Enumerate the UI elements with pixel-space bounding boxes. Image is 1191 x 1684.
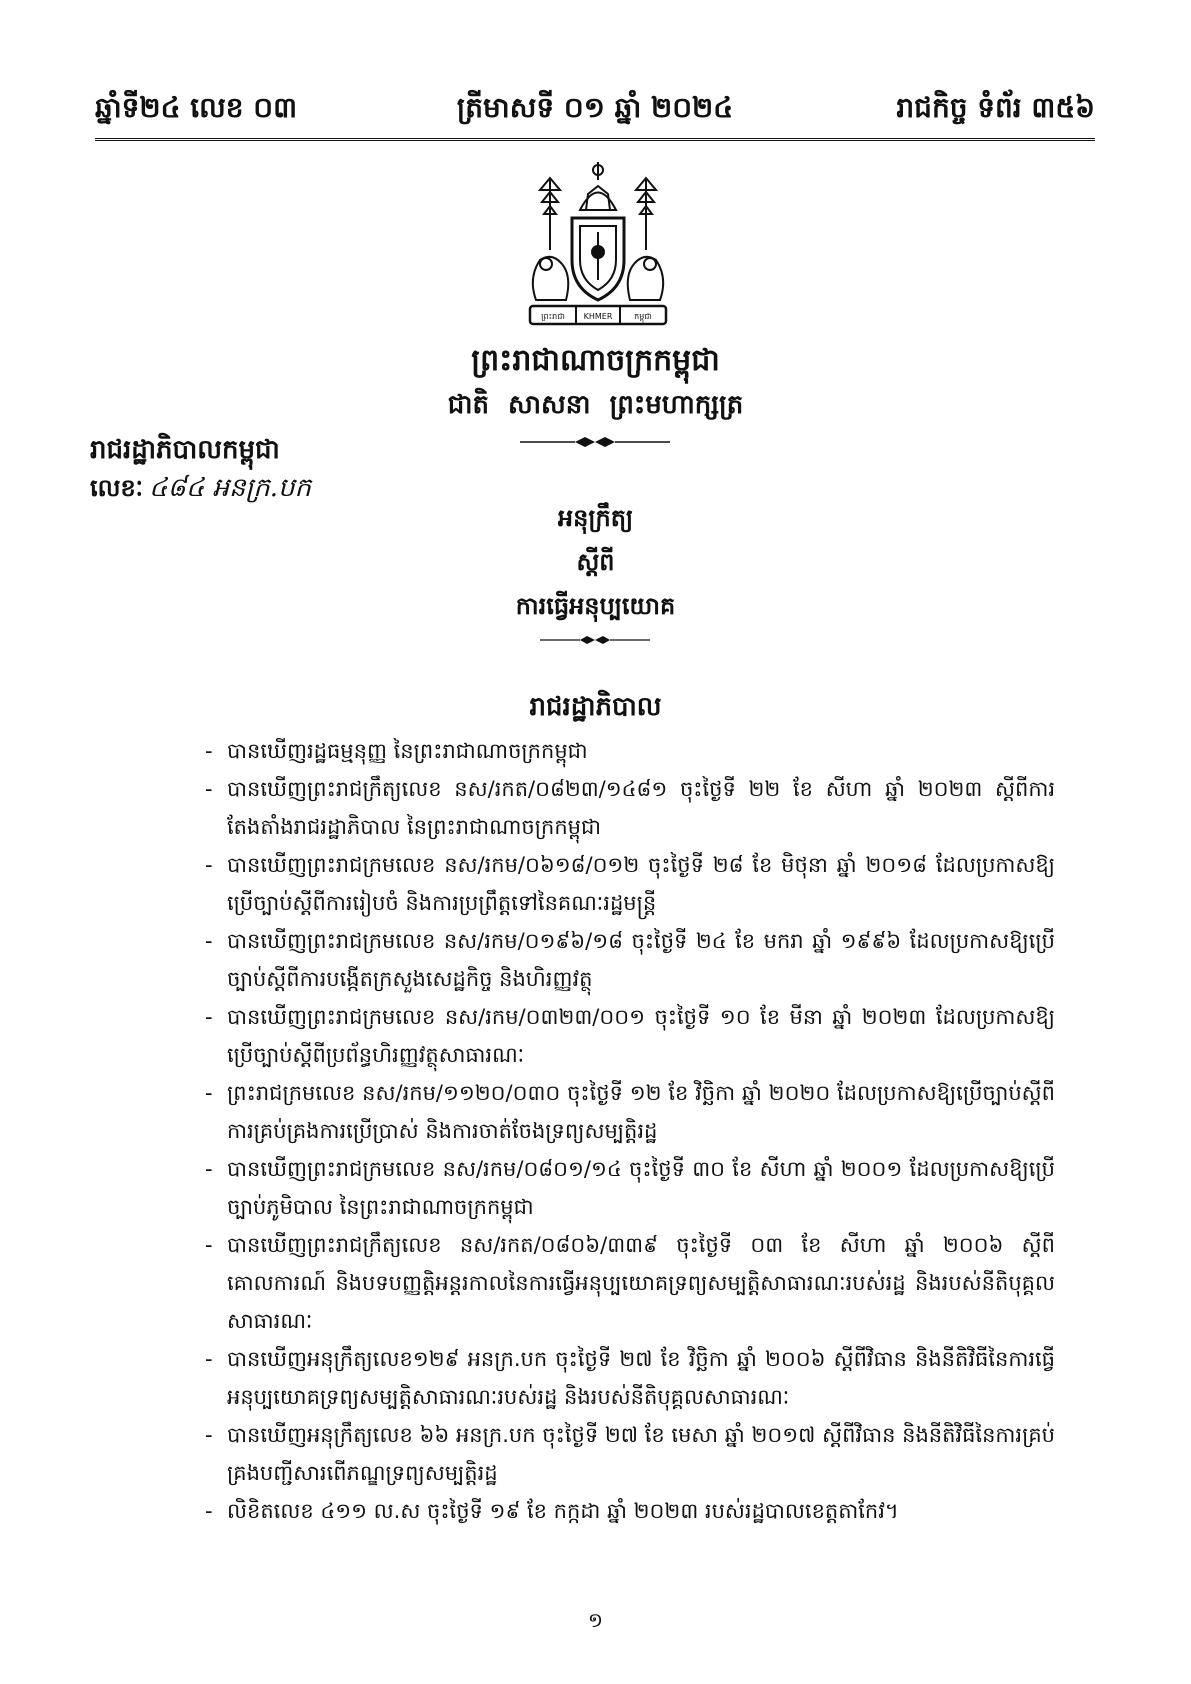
clause-marker: - xyxy=(205,1347,213,1371)
list-item xyxy=(205,1492,1055,1530)
clause-marker: - xyxy=(205,1005,213,1029)
clause-marker: - xyxy=(205,1157,213,1181)
emblem-banner-right: កម្ពុជា xyxy=(634,312,652,321)
gazette-volume: ឆ្នាំទី២៤ លេខ ០៣ xyxy=(95,91,298,124)
list-item xyxy=(205,1074,1055,1150)
clause-text: បានឃើញអនុក្រឹត្យលេខ១២៩ អនក្រ.បក ចុះថ្ងៃទី ២៧ ខែ វិច្ឆិកា ឆ្នាំ ២០០៦ ស្ដីពីវិធាន និងនីតិវិធីនៃការធ្វើអនុប្បយោគទ្រព្យសម្បត្តិសាធារណៈរបស់រដ្ឋ និងរបស់នីតិបុគ្គលសាធារណៈ xyxy=(227,1347,1055,1409)
clause-text: លិខិតលេខ ៤១១ ល.ស ចុះថ្ងៃទី ១៩ ខែ កក្កដា ឆ្នាំ ២០២៣ របស់រដ្ឋបាលខេត្តតាកែវ។ xyxy=(227,1499,899,1523)
clause-text: បានឃើញព្រះរាជក្រមលេខ នស/រកម/០១៩៦/១៨ ចុះថ្ងៃទី ២៤ ខែ មករា ឆ្នាំ ១៩៩៦ ដែលប្រកាសឱ្យប្រើច្បាប់ស្ដីពីការបង្កើតក្រសួងសេដ្ឋកិច្ច និងហិរញ្ញវត្ថុ xyxy=(227,929,1055,991)
ornament-divider-bottom xyxy=(540,634,650,646)
clause-text: បានឃើញព្រះរាជក្រមលេខ នស/រកម/០៦១៨/០១២ ចុះថ្ងៃទី ២៨ ខែ មិថុនា ឆ្នាំ ២០១៨ ដែលប្រកាសឱ្យប្រើច្បាប់ស្ដីពីការរៀបចំ និងការប្រព្រឹត្តទៅនៃគណៈរដ្ឋមន្ត្រី xyxy=(227,853,1055,915)
clause-text: ព្រះរាជក្រមលេខ នស/រកម/១១២០/០៣០ ចុះថ្ងៃទី ១២ ខែ វិច្ឆិកា ឆ្នាំ ២០២០ ដែលប្រកាសឱ្យប្រើច្បាប់ស្ដីពីការគ្រប់គ្រងការប្រើប្រាស់ និងការចាត់ចែងទ្រព្យសម្បត្តិរដ្ឋ xyxy=(227,1081,1055,1143)
gazette-quarter: ត្រីមាសទី ០១ ឆ្នាំ ២០២៤ xyxy=(456,91,734,124)
document-on: ស្ដីពី xyxy=(576,548,615,576)
clause-text: បានឃើញរដ្ឋធម្មនុញ្ញ នៃព្រះរាជាណាចក្រកម្ពុជា xyxy=(227,739,588,763)
national-motto: ជាតិ សាសនា ព្រះមហាក្សត្រ xyxy=(447,390,744,420)
kingdom-name: ព្រះរាជាណាចក្រកម្ពុជា xyxy=(471,343,720,378)
list-item xyxy=(205,770,1055,846)
clause-marker: - xyxy=(205,853,213,877)
issuing-government: រាជរដ្ឋាភិបាលកម្ពុជា xyxy=(90,435,280,465)
clause-marker: - xyxy=(205,739,213,763)
clause-marker: - xyxy=(205,1233,213,1257)
preamble-clauses xyxy=(205,732,1055,1530)
clause-marker: - xyxy=(205,1499,213,1523)
document-type: អនុក្រឹត្យ xyxy=(557,504,634,532)
list-item xyxy=(205,1340,1055,1416)
clause-marker: - xyxy=(205,929,213,953)
clause-text: បានឃើញអនុក្រឹត្យលេខ ៦៦ អនក្រ.បក ចុះថ្ងៃទី ២៧ ខែ មេសា ឆ្នាំ ២០១៧ ស្ដីពីវិធាន និងនីតិវិធីនៃការគ្រប់គ្រងបញ្ជីសារពើភណ្ឌទ្រព្យសម្បត្តិរដ្ឋ xyxy=(227,1423,1055,1485)
clause-text: បានឃើញព្រះរាជក្រឹត្យលេខ នស/រកត/០៨២៣/១៤៨១ ចុះថ្ងៃទី ២២ ខែ សីហា ឆ្នាំ ២០២៣ ស្ដីពីការតែងតាំងរាជរដ្ឋាភិបាល នៃព្រះរាជាណាចក្រកម្ពុជា xyxy=(227,777,1055,839)
clause-marker: - xyxy=(205,777,213,801)
royal-arms-of-cambodia-icon xyxy=(518,160,678,330)
list-item xyxy=(205,922,1055,998)
clause-text: បានឃើញព្រះរាជក្រមលេខ នស/រកម/០៨០១/១៤ ចុះថ្ងៃទី ៣០ ខែ សីហា ឆ្នាំ ២០០១ ដែលប្រកាសឱ្យប្រើច្បាប់ភូមិបាល នៃព្រះរាជាណាចក្រកម្ពុជា xyxy=(227,1157,1055,1219)
list-item xyxy=(205,998,1055,1074)
list-item xyxy=(205,1150,1055,1226)
gazette-page: រាជកិច្ច ទំព័រ ៣៥៦ xyxy=(896,91,1095,124)
emblem-banner-center: KHMER xyxy=(583,312,613,321)
header-rule xyxy=(95,138,1095,141)
list-item xyxy=(205,846,1055,922)
decree-number-label: លេខៈ xyxy=(90,474,144,502)
list-item xyxy=(205,1416,1055,1492)
page-number: ១ xyxy=(587,1608,604,1632)
clause-marker: - xyxy=(205,1081,213,1105)
emblem-banner-left: ព្រះរាជា xyxy=(541,312,565,321)
ornament-divider-top xyxy=(520,436,670,448)
list-item xyxy=(205,732,1055,770)
list-item xyxy=(205,1226,1055,1340)
document-subject: ការធ្វើអនុប្បយោគ xyxy=(515,592,676,620)
body-heading: រាជរដ្ឋាភិបាល xyxy=(529,692,662,722)
clause-text: បានឃើញព្រះរាជក្រមលេខ នស/រកម/០៣២៣/០០១ ចុះថ្ងៃទី ១០ ខែ មីនា ឆ្នាំ ២០២៣ ដែលប្រកាសឱ្យប្រើច្បាប់ស្ដីពីប្រព័ន្ធហិរញ្ញវត្ថុសាធារណៈ xyxy=(227,1005,1055,1067)
clause-text: បានឃើញព្រះរាជក្រឹត្យលេខ នស/រកត/០៨០៦/៣៣៩ ចុះថ្ងៃទី ០៣ ខែ សីហា ឆ្នាំ ២០០៦ ស្ដីពីគោលការណ៍ និងបទបញ្ញត្តិអន្តរកាលនៃការធ្វើអនុប្បយោគទ្រព្យសម្បត្តិសាធារណៈរបស់រដ្ឋ និងរបស់នីតិបុគ្គលសាធារណៈ xyxy=(227,1233,1055,1333)
clause-marker: - xyxy=(205,1423,213,1447)
gazette-header xyxy=(95,88,1095,128)
decree-number-handwritten: ៤៨៤ អនក្រ.បក xyxy=(149,473,312,503)
